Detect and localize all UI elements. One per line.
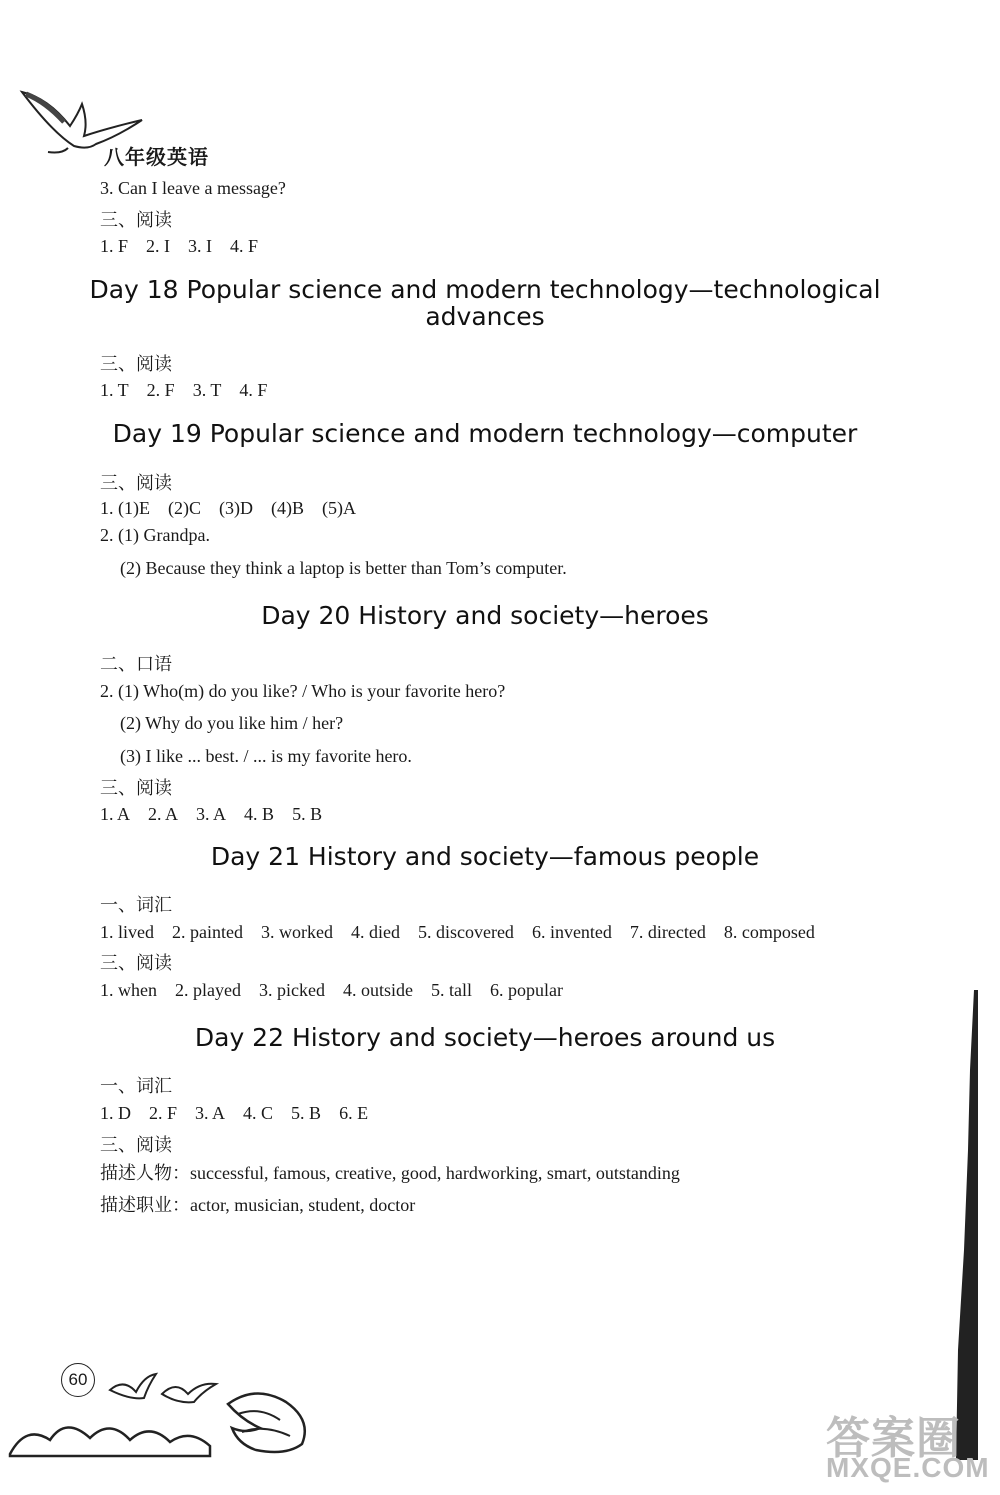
answer-line: (2) Why do you like him / her? (120, 713, 344, 733)
answer: 5. discovered (417, 922, 514, 942)
day18-title-cont: advances (425, 302, 545, 331)
answer: 3. A (195, 1103, 226, 1123)
watermark-url: MXQE.COM (826, 1452, 990, 1483)
section-label: 二、口语 (100, 654, 172, 674)
answer: 4. F (230, 236, 259, 256)
day19-title: Day 19 Popular science and modern technology—computer (112, 419, 858, 448)
answer: 1. (1)E (100, 498, 150, 518)
answer: 5. B (291, 1103, 322, 1123)
answer-line: (3) I like ... best. / ... is my favorite hero. (120, 746, 412, 766)
day18-title: Day 18 Popular science and modern technology—technological (89, 275, 881, 304)
answer: 4. B (244, 804, 275, 824)
answer: 2. F (146, 380, 175, 400)
answer: 1. when (100, 980, 157, 1000)
answer: 2. played (175, 980, 241, 1000)
section-label: 三、阅读 (100, 210, 172, 230)
day20-title: Day 20 History and society—heroes (261, 601, 709, 630)
answer: 4. F (239, 380, 268, 400)
answer: 7. directed (629, 922, 706, 942)
answer: 5. tall (430, 980, 472, 1000)
answer: (4)B (270, 498, 304, 518)
answer: 4. outside (342, 980, 413, 1000)
answer: 6. invented (531, 922, 612, 942)
answer-line: (2) Because they think a laptop is better than Tom’s computer. (120, 558, 567, 578)
book-title: 八年级英语 (104, 145, 209, 169)
section-label: 三、阅读 (100, 354, 172, 374)
answer: 2. A (148, 804, 179, 824)
describe-jobs-line: 描述职业：actor, musician, student, doctor (100, 1195, 416, 1215)
answer: 5. B (292, 804, 323, 824)
answer: 2. I (146, 236, 171, 256)
answer: 4. C (243, 1103, 274, 1123)
section-label: 一、词汇 (100, 895, 172, 915)
answer: 8. composed (723, 922, 815, 942)
section-label: 三、阅读 (100, 1135, 172, 1155)
answer-line: 2. (1) Grandpa. (100, 525, 210, 545)
day21-title: Day 21 History and society—famous people (210, 842, 760, 871)
answer: 1. lived (100, 922, 154, 942)
answer-line: 2. (1) Who(m) do you like? / Who is your favorite hero? (100, 681, 506, 701)
answer: 1. A (100, 804, 131, 824)
answer: 3. A (196, 804, 227, 824)
answer: 3. T (192, 380, 222, 400)
section-label: 三、阅读 (100, 473, 172, 493)
answer-row (100, 802, 322, 826)
page-edge-shadow (948, 990, 978, 1460)
waves-icon (6, 1384, 316, 1460)
page-number: 60 (61, 1363, 95, 1397)
describe-people-line: 描述人物：successful, famous, creative, good, hardworking, smart, outstanding (100, 1163, 680, 1183)
watermark-logo: 答案圈 (826, 1414, 961, 1463)
answer: 6. E (339, 1103, 369, 1123)
answer: 2. F (149, 1103, 178, 1123)
answer: (2)C (167, 498, 201, 518)
answer: 1. D (100, 1103, 131, 1123)
answer: 1. T (100, 380, 129, 400)
answer: 4. died (350, 922, 400, 942)
answer-row (100, 920, 815, 944)
answer: 3. picked (258, 980, 325, 1000)
answer: 3. I (188, 236, 213, 256)
answer: (5)A (321, 498, 356, 518)
answer-row (100, 978, 563, 1002)
answer: (3)D (218, 498, 253, 518)
section-label: 三、阅读 (100, 953, 172, 973)
section-label: 一、词汇 (100, 1076, 172, 1096)
section-label: 三、阅读 (100, 778, 172, 798)
answer-row (100, 378, 267, 402)
answer: 2. painted (172, 922, 243, 942)
day22-title: Day 22 History and society—heroes around us (194, 1023, 776, 1052)
answer-row (100, 496, 356, 520)
answer: 1. F (100, 236, 129, 256)
message-line: 3. Can I leave a message? (100, 178, 286, 198)
answer: 6. popular (489, 980, 563, 1000)
answer-row (100, 234, 258, 258)
answer-row (100, 1101, 368, 1125)
answer: 3. worked (260, 922, 333, 942)
